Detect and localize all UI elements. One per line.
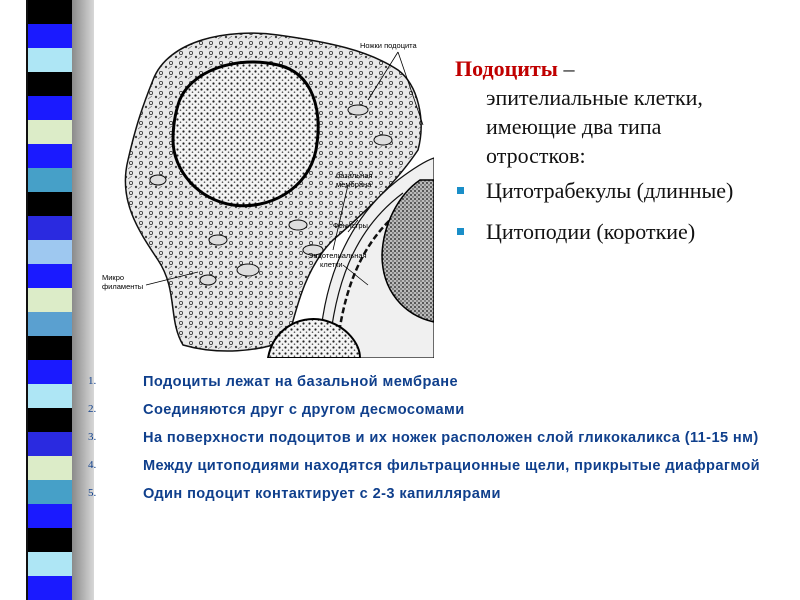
stripe-segment	[28, 192, 72, 216]
fact-item	[88, 372, 788, 392]
stripe-segment	[28, 528, 72, 552]
fact-item	[88, 400, 788, 420]
square-bullet-icon	[457, 228, 464, 235]
stripe-segment	[28, 0, 72, 24]
stripe-segment	[28, 288, 72, 312]
stripe-segment	[28, 216, 72, 240]
process-type-item	[455, 176, 790, 205]
stripe-segment	[28, 432, 72, 456]
stripe-segment	[28, 264, 72, 288]
fact-number: 4.	[88, 459, 97, 471]
decorative-stripe-bar	[26, 0, 74, 600]
stripe-segment	[28, 384, 72, 408]
stripe-segment	[28, 24, 72, 48]
label-basal-membrane-1: базальная	[336, 171, 373, 180]
stripe-segment	[28, 96, 72, 120]
stripe-segment	[28, 312, 72, 336]
fact-number: 3.	[88, 431, 97, 443]
fact-text: Между цитоподиями находятся фильтрационные щели, прикрытые диафрагмой	[143, 458, 761, 474]
definition-line-2: имеющие два типа	[486, 114, 662, 139]
stripe-segment	[28, 240, 72, 264]
label-basal-membrane-2: мембрана	[336, 180, 372, 189]
podocyte-illustration	[98, 10, 434, 358]
stripe-segment	[28, 72, 72, 96]
definition-heading	[455, 54, 790, 83]
definition-line-1: эпителиальные клетки,	[486, 85, 703, 110]
term-podocytes: Подоциты	[455, 56, 558, 81]
stripe-segment	[28, 360, 72, 384]
stripe-segment	[28, 456, 72, 480]
process-type-item	[455, 217, 790, 246]
fact-item	[88, 484, 788, 504]
stripe-segment	[28, 408, 72, 432]
stripe-segment	[28, 576, 72, 600]
label-microfilaments-1: Микро	[102, 273, 125, 282]
fact-text: На поверхности подоцитов и их ножек расположен слой гликокаликса (11-15 нм)	[143, 430, 759, 446]
stripe-segment	[28, 504, 72, 528]
fact-number: 2.	[88, 403, 97, 415]
fact-number: 1.	[88, 375, 97, 387]
fact-item	[88, 456, 788, 476]
stripe-segment	[28, 480, 72, 504]
facts-list	[88, 372, 788, 512]
square-bullet-icon	[457, 187, 464, 194]
stripe-segment	[28, 168, 72, 192]
term-dash: –	[557, 56, 575, 81]
stripe-segment	[28, 48, 72, 72]
label-endothelial-cell-1: Эндотелиальная	[308, 251, 367, 260]
label-endothelial-cell-2: клетки	[320, 260, 343, 269]
stripe-segment	[28, 120, 72, 144]
stripe-segment	[28, 144, 72, 168]
label-microfilaments-2: филаменты	[102, 282, 144, 291]
definition-line-3: отростков:	[486, 143, 586, 168]
label-fenestrae: Фенистры	[333, 221, 368, 230]
process-type-label: Цитотрабекулы (длинные)	[486, 178, 734, 203]
fact-text: Один подоцит контактирует с 2-3 капиллярами	[143, 486, 501, 502]
process-type-label: Цитоподии (короткие)	[486, 219, 696, 244]
fact-number: 5.	[88, 487, 97, 499]
process-types-list	[455, 176, 790, 246]
fact-item	[88, 428, 788, 448]
label-podocyte-feet: Ножки подоцита	[360, 41, 417, 50]
stripe-segment	[28, 336, 72, 360]
fact-text: Подоциты лежат на базальной мембране	[143, 374, 459, 390]
podocyte-micrograph-figure	[98, 10, 434, 358]
definition-block	[455, 54, 790, 258]
fact-text: Соединяются друг с другом десмосомами	[143, 402, 465, 418]
stripe-segment	[28, 552, 72, 576]
